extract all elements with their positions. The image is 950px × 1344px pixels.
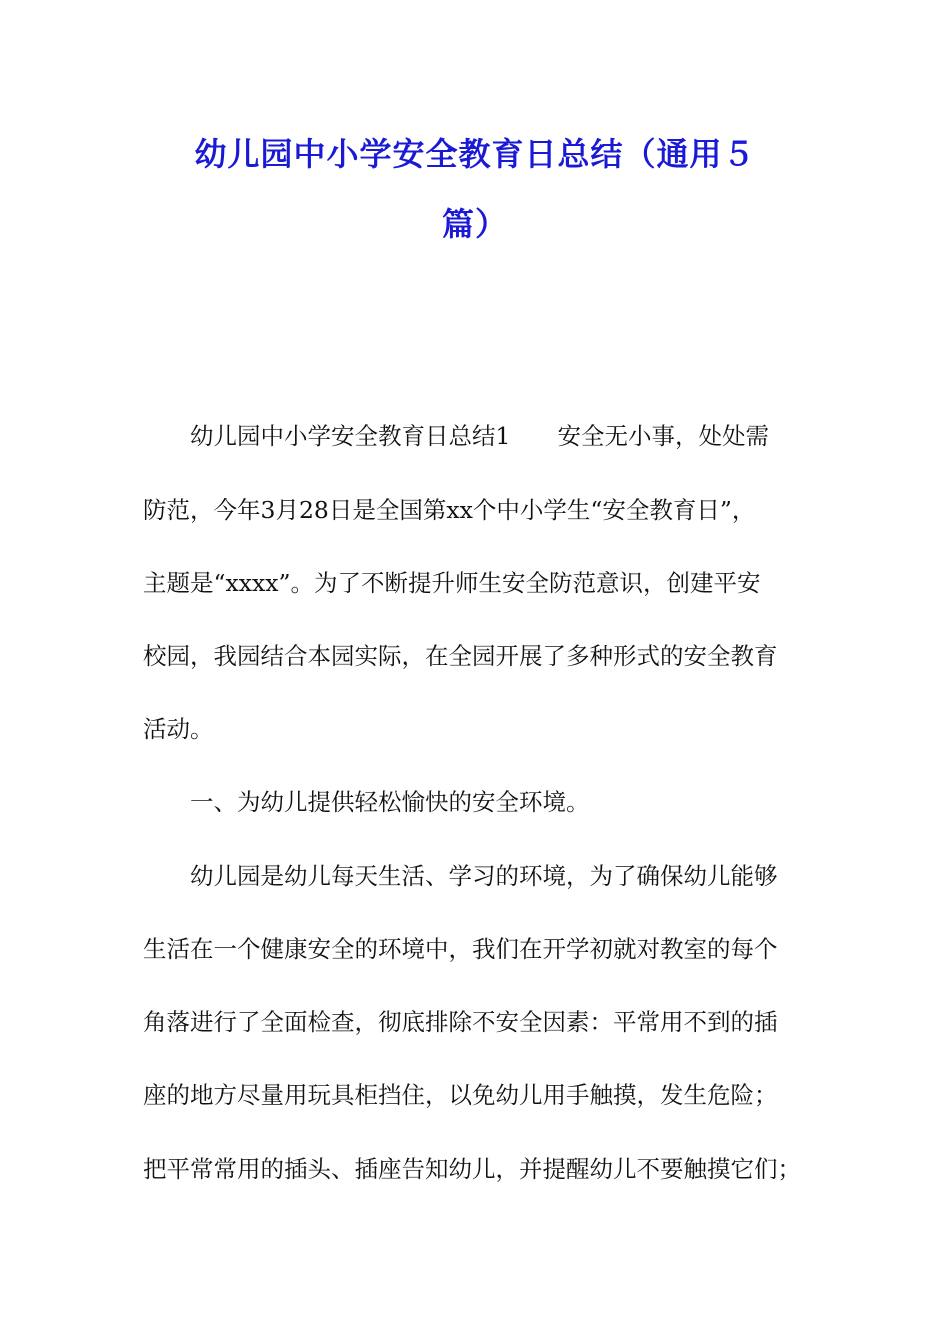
paragraph-line-4: 校园，我园结合本园实际，在全园开展了多种形式的安全教育 <box>143 642 778 670</box>
paragraph-line-8: 角落进行了全面检查，彻底排除不安全因素：平常用不到的插 <box>143 1008 778 1036</box>
paragraph-line-5: 活动。 <box>143 715 214 743</box>
section-heading-1: 一、为幼儿提供轻松愉快的安全环境。 <box>190 788 590 816</box>
paragraph-line-1: 幼儿园中小学安全教育日总结1 安全无小事，处处需 <box>190 422 769 450</box>
paragraph-line-3: 主题是“xxxx”。为了不断提升师生安全防范意识，创建平安 <box>143 569 761 597</box>
paragraph-line-6: 幼儿园是幼儿每天生活、学习的环境，为了确保幼儿能够 <box>190 862 778 890</box>
paragraph-line-7: 生活在一个健康安全的环境中，我们在开学初就对教室的每个 <box>143 935 778 963</box>
document-title-line-1: 幼儿园中小学安全教育日总结（通用５ <box>194 135 756 173</box>
paragraph-line-9: 座的地方尽量用玩具柜挡住，以免幼儿用手触摸，发生危险； <box>143 1081 778 1109</box>
paragraph-line-2: 防范，今年3月28日是全国第xx个中小学生“安全教育日”， <box>143 496 756 524</box>
paragraph-line-10: 把平常常用的插头、插座告知幼儿，并提醒幼儿不要触摸它们； <box>143 1155 801 1183</box>
document-title-line-2: 篇） <box>441 205 508 243</box>
